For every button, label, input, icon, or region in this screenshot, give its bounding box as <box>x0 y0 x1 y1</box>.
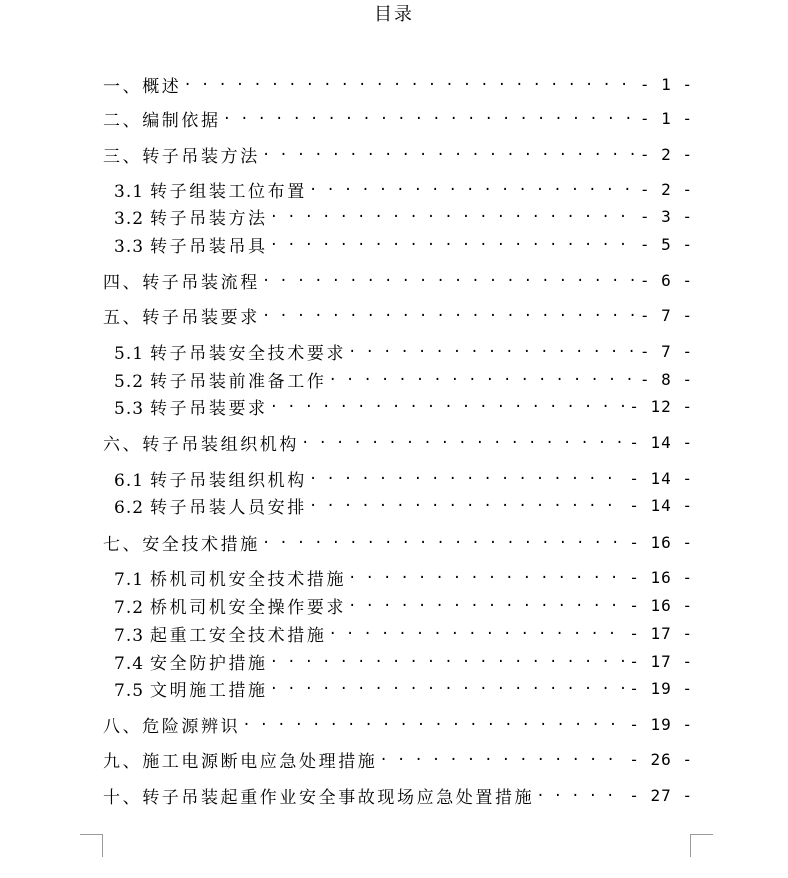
toc-entry[interactable] <box>114 231 693 257</box>
toc-entry-number: 6.2 <box>114 497 145 518</box>
toc-dot-leader <box>242 711 625 737</box>
toc-dot-leader <box>348 564 625 590</box>
toc-entry[interactable] <box>103 105 693 131</box>
toc-entry-label: 转子吊装安全技术要求 <box>150 343 347 364</box>
toc-entry-number: 3.2 <box>114 208 145 229</box>
toc-entry[interactable] <box>114 675 693 701</box>
toc-dot-leader <box>379 746 625 772</box>
toc-entry[interactable] <box>114 393 693 419</box>
toc-entry[interactable] <box>114 176 693 202</box>
toc-dot-leader <box>270 203 636 229</box>
toc-entry-label: 桥机司机安全技术措施 <box>150 569 347 590</box>
toc-entry[interactable] <box>114 492 693 518</box>
toc-entry-label: 七、安全技术措施 <box>103 534 260 555</box>
toc-entry-label: 转子吊装人员安排 <box>150 497 307 518</box>
toc-entry-number: 3.3 <box>114 236 145 257</box>
toc-entry-label: 文明施工措施 <box>150 680 268 701</box>
toc-entry-page: - 5 - <box>639 234 693 254</box>
toc-entry-number: 3.1 <box>114 181 145 202</box>
toc-entry-label: 十、转子吊装起重作业安全事故现场应急处置措施 <box>103 787 535 808</box>
toc-entry-page: - 16 - <box>629 567 693 587</box>
toc-entry-label: 八、危险源辨识 <box>103 716 241 737</box>
toc-entry[interactable] <box>114 366 693 392</box>
toc-dot-leader <box>328 366 635 392</box>
toc-entry[interactable] <box>103 302 693 328</box>
toc-dot-leader <box>270 648 626 674</box>
toc-entry-page: - 6 - <box>639 270 693 290</box>
toc-entry-label: 安全防护措施 <box>150 653 268 674</box>
toc-entry-page: - 19 - <box>629 678 693 698</box>
toc-entry-label: 一、概述 <box>103 76 182 97</box>
toc-entry-page: - 7 - <box>639 341 693 361</box>
toc-entry-page: - 2 - <box>639 144 693 164</box>
toc-entry-page: - 12 - <box>629 396 693 416</box>
toc-dot-leader <box>348 592 625 618</box>
toc-entry[interactable] <box>114 203 693 229</box>
toc-dot-leader <box>309 492 625 518</box>
toc-entry-page: - 1 - <box>639 108 693 128</box>
toc-entry-number: 7.3 <box>114 625 145 646</box>
toc-entry-page: - 14 - <box>629 468 693 488</box>
toc-entry[interactable] <box>103 267 693 293</box>
toc-dot-leader <box>309 465 625 491</box>
toc-entry-label: 转子吊装前准备工作 <box>150 371 327 392</box>
toc-entry[interactable] <box>103 746 693 772</box>
toc-dot-leader <box>262 267 636 293</box>
toc-entry-label: 转子吊装吊具 <box>150 236 268 257</box>
toc-entry-page: - 17 - <box>629 623 693 643</box>
toc-dot-leader <box>270 675 626 701</box>
toc-entry-page: - 27 - <box>629 785 693 805</box>
toc-entry-label: 六、转子吊装组织机构 <box>103 434 299 455</box>
toc-dot-leader <box>262 529 625 555</box>
toc-entry-page: - 7 - <box>639 305 693 325</box>
toc-title: 目录 <box>374 4 414 25</box>
toc-entry[interactable] <box>114 465 693 491</box>
toc-entry-number: 5.2 <box>114 371 145 392</box>
toc-entry[interactable] <box>103 429 693 455</box>
page-corner-mark-right <box>690 834 713 857</box>
toc-entry-number: 7.4 <box>114 653 145 674</box>
toc-entry-page: - 14 - <box>629 432 693 452</box>
toc-entry-number: 6.1 <box>114 470 145 491</box>
toc-dot-leader <box>223 105 636 131</box>
toc-entry[interactable] <box>103 141 693 167</box>
toc-entry-label: 桥机司机安全操作要求 <box>150 597 347 618</box>
toc-entry[interactable] <box>114 338 693 364</box>
toc-entry-label: 四、转子吊装流程 <box>103 272 260 293</box>
toc-dot-leader <box>536 782 625 808</box>
toc-entry-number: 5.1 <box>114 343 145 364</box>
toc-dot-leader <box>183 71 635 97</box>
toc-entry-number: 7.2 <box>114 597 145 618</box>
toc-dot-leader <box>270 231 636 257</box>
toc-dot-leader <box>328 620 625 646</box>
toc-entry-label: 九、施工电源断电应急处理措施 <box>103 751 378 772</box>
toc-dot-leader <box>262 141 636 167</box>
toc-entry-number: 7.1 <box>114 569 145 590</box>
toc-entry[interactable] <box>114 620 693 646</box>
toc-entry-label: 二、编制依据 <box>103 110 221 131</box>
toc-entry-page: - 16 - <box>629 595 693 615</box>
toc-entry-label: 转子吊装组织机构 <box>150 470 307 491</box>
toc-entry[interactable] <box>103 711 693 737</box>
toc-entry-label: 起重工安全技术措施 <box>150 625 327 646</box>
toc-entry-label: 三、转子吊装方法 <box>103 146 260 167</box>
toc-entry-label: 转子组装工位布置 <box>150 181 307 202</box>
toc-entry-page: - 3 - <box>639 206 693 226</box>
toc-dot-leader <box>309 176 636 202</box>
toc-entry[interactable] <box>103 782 693 808</box>
toc-entry[interactable] <box>114 648 693 674</box>
page-corner-mark-left <box>80 834 103 857</box>
toc-entry-number: 7.5 <box>114 680 145 701</box>
toc-entry-label: 转子吊装方法 <box>150 208 268 229</box>
toc-entry-label: 转子吊装要求 <box>150 398 268 419</box>
toc-entry[interactable] <box>114 592 693 618</box>
toc-entry[interactable] <box>114 564 693 590</box>
toc-dot-leader <box>301 429 625 455</box>
toc-entry-label: 五、转子吊装要求 <box>103 307 260 328</box>
toc-entry-page: - 17 - <box>629 651 693 671</box>
toc-dot-leader <box>348 338 636 364</box>
toc-entry-page: - 1 - <box>639 74 693 94</box>
toc-entry-page: - 14 - <box>629 495 693 515</box>
toc-entry-number: 5.3 <box>114 398 145 419</box>
toc-entry[interactable] <box>103 529 693 555</box>
toc-dot-leader <box>262 302 636 328</box>
toc-entry[interactable] <box>103 71 693 97</box>
toc-entry-page: - 19 - <box>629 714 693 734</box>
toc-entry-page: - 16 - <box>629 532 693 552</box>
toc-entry-page: - 2 - <box>639 179 693 199</box>
toc-entry-page: - 26 - <box>629 749 693 769</box>
toc-entry-page: - 8 - <box>639 369 693 389</box>
toc-dot-leader <box>270 393 626 419</box>
